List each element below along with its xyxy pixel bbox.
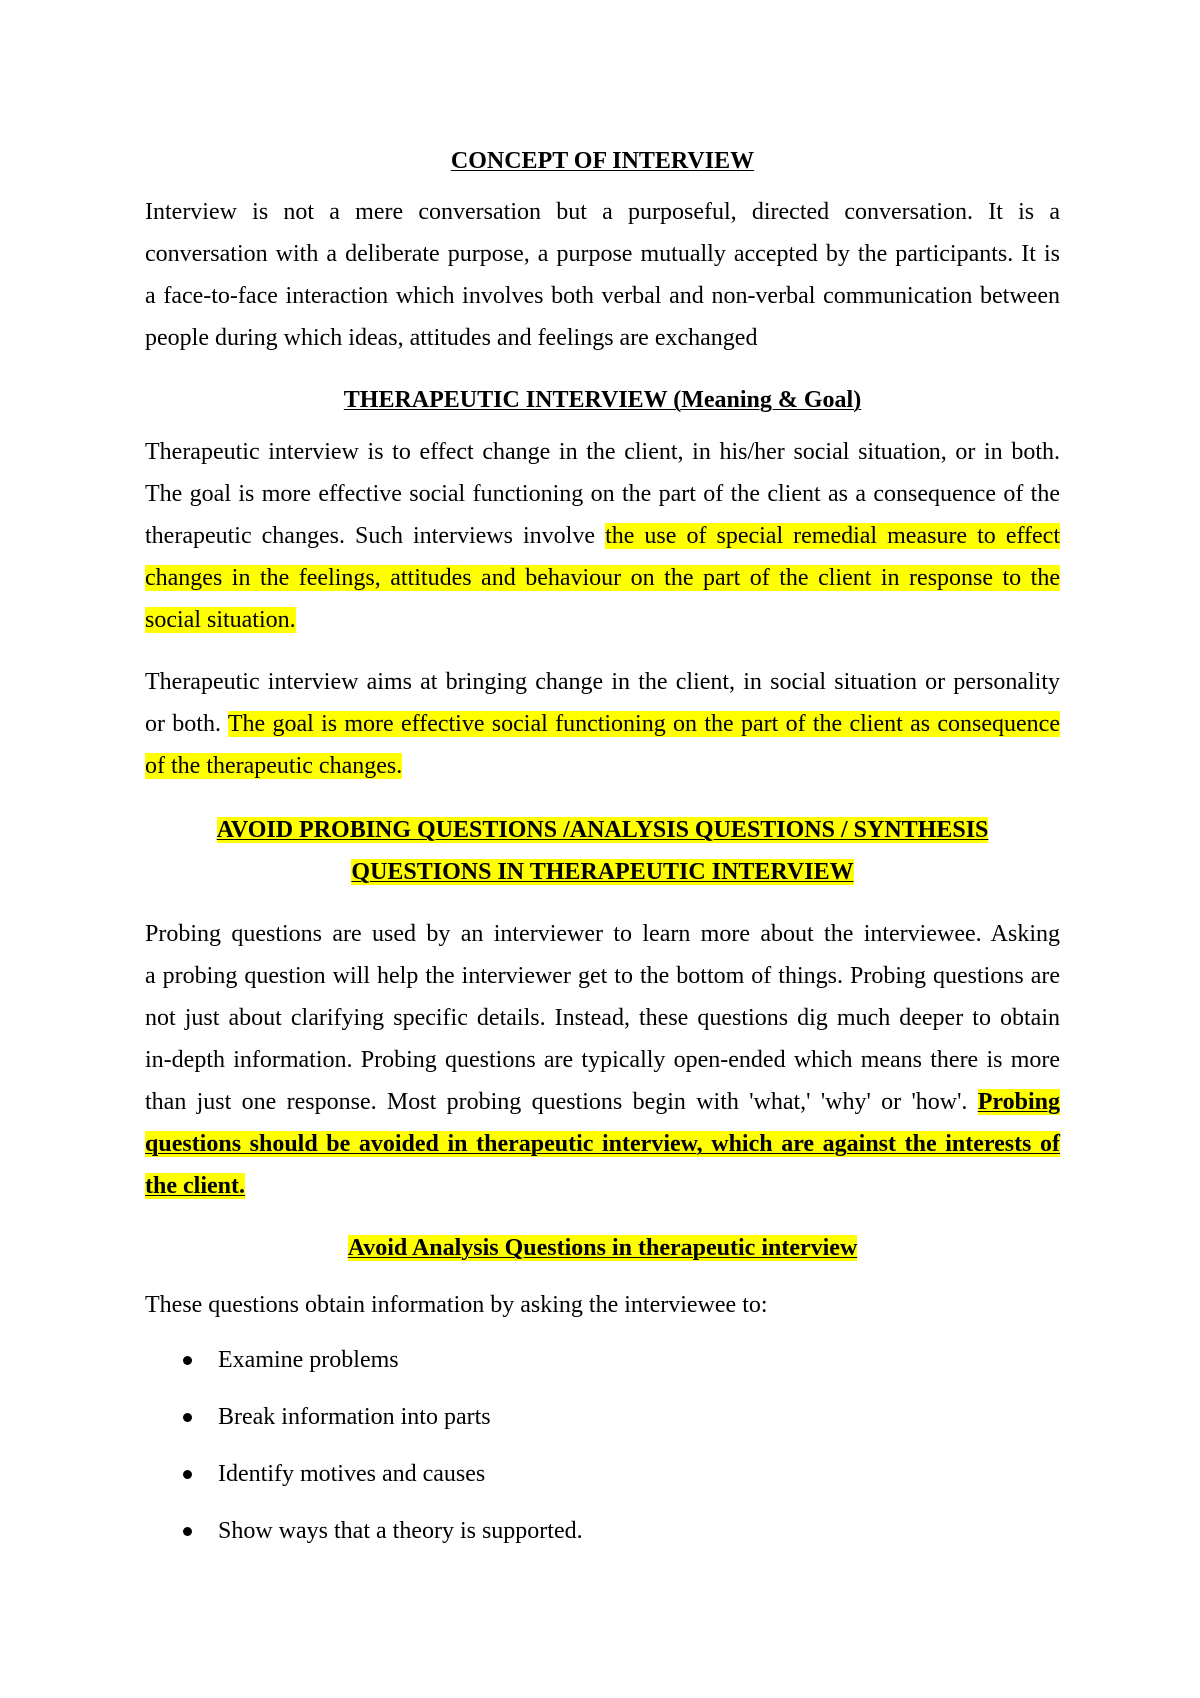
paragraph-therapeutic-meaning xyxy=(145,431,1060,641)
highlighted-text: the use of special remedial measure to effect xyxy=(605,523,1060,549)
list-item xyxy=(145,1339,1060,1381)
bullet-icon xyxy=(183,1413,192,1422)
paragraph-line: not just about clarifying specific details. Instead, these questions dig much deeper to obtain xyxy=(145,1005,1060,1031)
paragraph-line xyxy=(145,745,1060,787)
paragraph-therapeutic-aim xyxy=(145,661,1060,787)
highlighted-text: social situation. xyxy=(145,607,296,633)
paragraph-line xyxy=(145,703,1060,745)
paragraph-line: The goal is more effective social functioning on the part of the client as a consequence of the xyxy=(145,481,1060,507)
list-item xyxy=(145,1453,1060,1495)
paragraph-line xyxy=(145,1123,1060,1165)
bullet-list xyxy=(145,1339,1060,1552)
list-item-text: Break information into parts xyxy=(218,1404,491,1430)
paragraph-line: Therapeutic interview aims at bringing change in the client, in social situation or personality xyxy=(145,669,1060,695)
list-item-text: Identify motives and causes xyxy=(218,1461,486,1487)
heading-avoid-probing-questions xyxy=(145,809,1060,893)
paragraph-line: Interview is not a mere conversation but a purposeful, directed conversation. It is a xyxy=(145,199,1060,225)
paragraph-line xyxy=(145,1081,1060,1123)
paragraph-line: people during which ideas, attitudes and feelings are exchanged xyxy=(145,325,758,351)
heading-line xyxy=(145,809,1060,851)
bullet-icon xyxy=(183,1527,192,1536)
plain-text: than just one response. Most probing questions begin with 'what,' 'why' or 'how'. xyxy=(145,1089,968,1115)
paragraph-line xyxy=(145,557,1060,599)
heading-text: AVOID PROBING QUESTIONS /ANALYSIS QUESTIONS / SYNTHESIS xyxy=(216,817,989,843)
heading-text: Avoid Analysis Questions in therapeutic interview xyxy=(347,1235,858,1261)
heading-therapeutic-interview: THERAPEUTIC INTERVIEW (Meaning & Goal) xyxy=(343,387,862,413)
paragraph-line: conversation with a deliberate purpose, a purpose mutually accepted by the participants. It is xyxy=(145,241,1060,267)
paragraph-line: in-depth information. Probing questions are typically open-ended which means there is more xyxy=(145,1047,1060,1073)
paragraph-line: Probing questions are used by an interviewer to learn more about the interviewee. Asking xyxy=(145,921,1060,947)
paragraph-analysis-intro: These questions obtain information by asking the interviewee to: xyxy=(145,1292,768,1318)
paragraph-concept xyxy=(145,191,1060,359)
emphasis-text: the client. xyxy=(145,1173,245,1199)
bullet-icon xyxy=(183,1356,192,1365)
highlighted-text: The goal is more effective social functioning on the part of the client as consequence xyxy=(227,711,1060,737)
list-item xyxy=(145,1510,1060,1552)
heading-text: QUESTIONS IN THERAPEUTIC INTERVIEW xyxy=(351,859,854,885)
paragraph-line: Therapeutic interview is to effect change in the client, in his/her social situation, or in both. xyxy=(145,439,1060,465)
plain-text: therapeutic changes. Such interviews involve xyxy=(145,523,596,549)
list-item xyxy=(145,1396,1060,1438)
heading-avoid-analysis-questions xyxy=(145,1227,1060,1269)
paragraph-probing-questions xyxy=(145,913,1060,1207)
paragraph-line xyxy=(145,1165,1060,1207)
highlighted-text: changes in the feelings, attitudes and behaviour on the part of the client in response to the xyxy=(145,565,1060,591)
list-item-text: Show ways that a theory is supported. xyxy=(218,1518,583,1544)
paragraph-line: a face-to-face interaction which involves both verbal and non-verbal communication between xyxy=(145,283,1060,309)
paragraph-line xyxy=(145,599,1060,641)
heading-concept-of-interview: CONCEPT OF INTERVIEW xyxy=(450,148,755,174)
emphasis-text: questions should be avoided in therapeutic interview, which are against the interests of xyxy=(145,1131,1060,1157)
bullet-icon xyxy=(183,1470,192,1479)
plain-text: or both. xyxy=(145,711,221,737)
paragraph-line: a probing question will help the interviewer get to the bottom of things. Probing questions are xyxy=(145,963,1060,989)
list-item-text: Examine problems xyxy=(218,1347,399,1373)
paragraph-line xyxy=(145,515,1060,557)
heading-line xyxy=(145,851,1060,893)
highlighted-text: of the therapeutic changes. xyxy=(145,753,403,779)
emphasis-text: Probing xyxy=(977,1089,1061,1115)
